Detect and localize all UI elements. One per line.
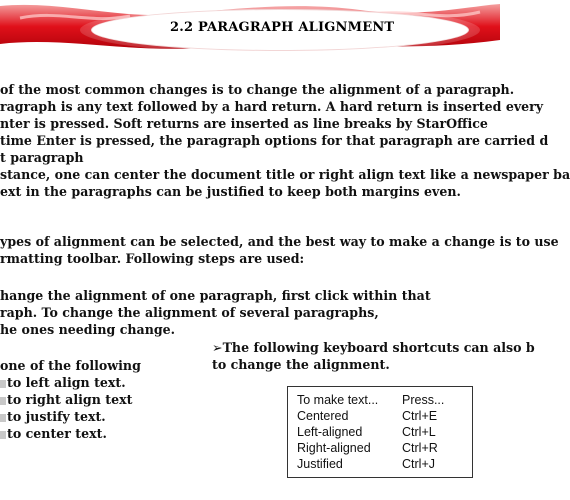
shortcut-keys: Ctrl+J (402, 457, 435, 471)
shortcut-label: Justified (297, 457, 343, 471)
shortcuts-header-label: To make text... (297, 393, 379, 407)
slide-title: 2.2 PARAGRAPH ALIGNMENT (170, 20, 395, 35)
left-list-item: to right align text (0, 392, 132, 408)
left-list-item: to left align text. (0, 375, 126, 391)
paragraph-line: of the most common changes is to change the alignment of a paragraph. (0, 82, 515, 97)
right-note-line: ➢The following keyboard shortcuts can also b (212, 340, 535, 355)
shortcut-label: Left-aligned (297, 425, 363, 439)
right-note-line: to change the alignment. (212, 357, 390, 372)
left-list-item: to center text. (0, 426, 107, 442)
paragraph-line: he ones needing change. (0, 322, 176, 337)
square-bullet-icon (0, 397, 6, 405)
paragraph-line: stance, one can center the document title or right align text like a newspaper ba (0, 167, 570, 182)
square-bullet-icon (0, 431, 6, 439)
shortcuts-header-keys: Press... (402, 393, 445, 407)
shortcut-label: Right-aligned (297, 441, 371, 455)
square-bullet-icon (0, 414, 6, 422)
paragraph-line: time Enter is pressed, the paragraph options for that paragraph are carried d (0, 133, 549, 148)
paragraph-line: raph. To change the alignment of several paragraphs, (0, 305, 379, 320)
shortcut-label: Centered (297, 409, 349, 423)
left-list-lead: one of the following (0, 358, 141, 373)
paragraph-line: rmatting toolbar. Following steps are used: (0, 251, 305, 266)
paragraph-line: nter is pressed. Soft returns are inserted as line breaks by StarOffice (0, 116, 488, 131)
paragraph-line: hange the alignment of one paragraph, first click within that (0, 288, 431, 303)
square-bullet-icon (0, 380, 6, 388)
shortcut-keys: Ctrl+R (402, 441, 438, 455)
paragraph-line: ragraph is any text followed by a hard return. A hard return is inserted every (0, 99, 544, 114)
paragraph-line: t paragraph (0, 150, 84, 165)
arrow-bullet-icon: ➢ (212, 340, 223, 355)
left-list-item: to justify text. (0, 409, 106, 425)
shortcuts-table (287, 386, 473, 478)
paragraph-line: ypes of alignment can be selected, and the best way to make a change is to use (0, 234, 559, 249)
shortcut-keys: Ctrl+E (402, 409, 438, 423)
shortcut-keys: Ctrl+L (402, 425, 436, 439)
paragraph-line: ext in the paragraphs can be justified to keep both margins even. (0, 184, 461, 199)
title-banner (0, 0, 500, 60)
